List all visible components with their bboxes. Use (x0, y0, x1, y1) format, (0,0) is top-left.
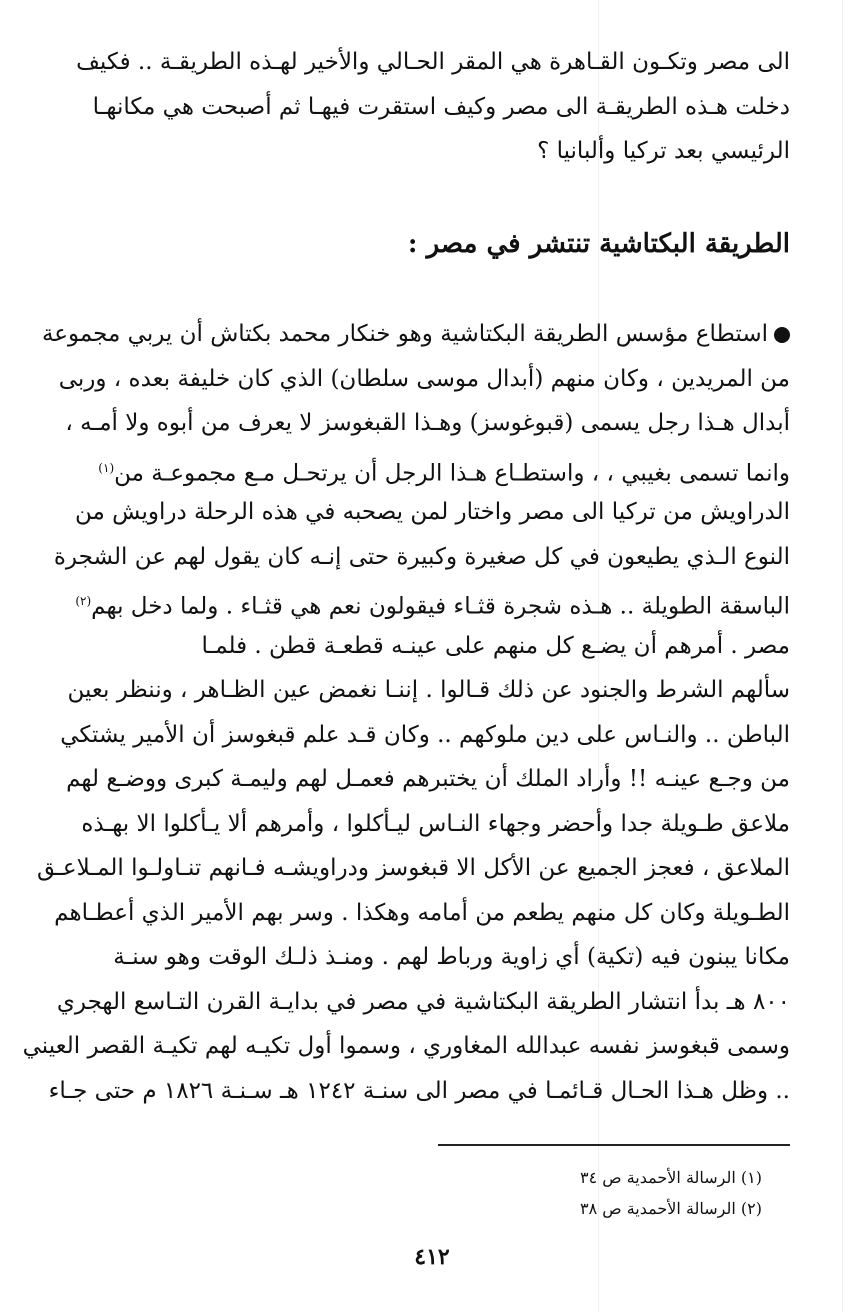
text-line: الرئيسي بعد تركيا وألبانيا ؟ (537, 138, 790, 164)
text-line: من المريدين ، وكان منهم (أبدال موسى سلطان) الذي كان خليفة بعده ، وربى (58, 365, 790, 392)
text-line-content: الباسقة الطويلة .. هـذه شجرة قثـاء فيقولون نعم هي قثـاء . ولما دخل بهم (91, 593, 790, 620)
text-line (88, 446, 790, 491)
text-line: وسمى قبغوسز نفسه عبدالله المغاوري ، وسموا أول تكيـه لهم تكيـة القصر العيني (22, 1033, 790, 1059)
text-line: الى مصر وتكـون القـاهرة هي المقر الحـالي والأخير لهـذه الطريقـة .. فكيف (76, 49, 790, 75)
text-line: مصر . أمرهم أن يضـع كل منهم على عينـه قطعـة قطن . فلمـا (201, 632, 790, 659)
text-line: الدراويش من تركيا الى مصر واختار لمن يصحبه في هذه الرحلة دراويش من (75, 499, 790, 525)
intro-paragraph (76, 40, 790, 174)
text-line: مكانا يبنون فيه (تكية) أي زاوية ورباط لهم . ومنـذ ذلـك الوقت وهو سنـة (113, 944, 790, 970)
text-line: من وجـع عينـه !! وأراد الملك أن يختبرهم فعمـل لهم وليمـة كبرى ووضـع لهم (66, 766, 790, 792)
text-line: الملاعق ، فعجز الجميع عن الأكل الا قبغوسز ودراويشـه فـانهم تنـاولـوا المـلاعـق (36, 855, 790, 881)
text-line: سألهم الشرط والجنود عن ذلك قـالوا . إننـا نغمض عين الظـاهر ، وننظر بعين (67, 677, 790, 703)
page-edge (842, 0, 843, 1312)
text-line: الطـويلة وكان كل منهم يطعم من أمامه وهكذا . وسر بهم الأمير الذي أعطـاهم (54, 899, 790, 926)
section-heading: الطريقة البكتاشية تنتشر في مصر : (407, 229, 790, 259)
text-line: النوع الـذي يطيعون في كل صغيرة وكبيرة حتى إنـه كان يقول لهم عن الشجرة (53, 543, 790, 570)
text-line (75, 579, 790, 624)
text-line: الباطن .. والنـاس على دين ملوكهم .. وكان قـد علم قبغوسز أن الأمير يشتكي (60, 721, 790, 748)
text-line-content: استطاع مؤسس الطريقة البكتاشية وهو خنكار محمد بكتاش أن يربي مجموعة (41, 321, 768, 347)
page-number: ٤١٢ (414, 1244, 450, 1270)
text-line: ملاعق طـويلة جدا وأحضر وجهاء النـاس ليـأكلوا ، وأمرهم ألا يـأكلوا الا بهـذه (81, 810, 790, 837)
text-line: دخلت هـذه الطريقـة الى مصر وكيف استقرت فيهـا ثم أصبحت هي مكانهـا (92, 93, 790, 120)
footnotes (500, 1162, 762, 1224)
footnote-item: (٢) الرسالة الأحمدية ص ٣٨ (580, 1199, 762, 1218)
footnote-item: (١) الرسالة الأحمدية ص ٣٤ (580, 1168, 762, 1187)
body-paragraph (22, 312, 790, 1113)
text-line: ٨٠٠ هـ بدأ انتشار الطريقة البكتاشية في مصر في بدايـة القرن التـاسع الهجري (56, 988, 790, 1015)
text-line: .. وظل هـذا الحـال قـائمـا في مصر الى سنـة ١٢٤٢ هـ سـنـة ١٨٢٦ م حتى جـاء (48, 1077, 790, 1104)
text-line-content: وانما تسمى بغيبي ، ، واستطـاع هـذا الرجل أن يرتحـل مـع مجموعـة من (114, 460, 790, 487)
text-line (41, 312, 790, 357)
footnote-marker: (١) (98, 460, 115, 475)
text-line: أبدال هـذا رجل يسمى (قبوغوسز) وهـذا القبغوسز لا يعرف من أبوه ولا أمـه ، (65, 410, 790, 436)
footnote-divider (438, 1144, 790, 1146)
footnote-marker: (٢) (75, 594, 92, 608)
bullet-icon (774, 327, 790, 343)
